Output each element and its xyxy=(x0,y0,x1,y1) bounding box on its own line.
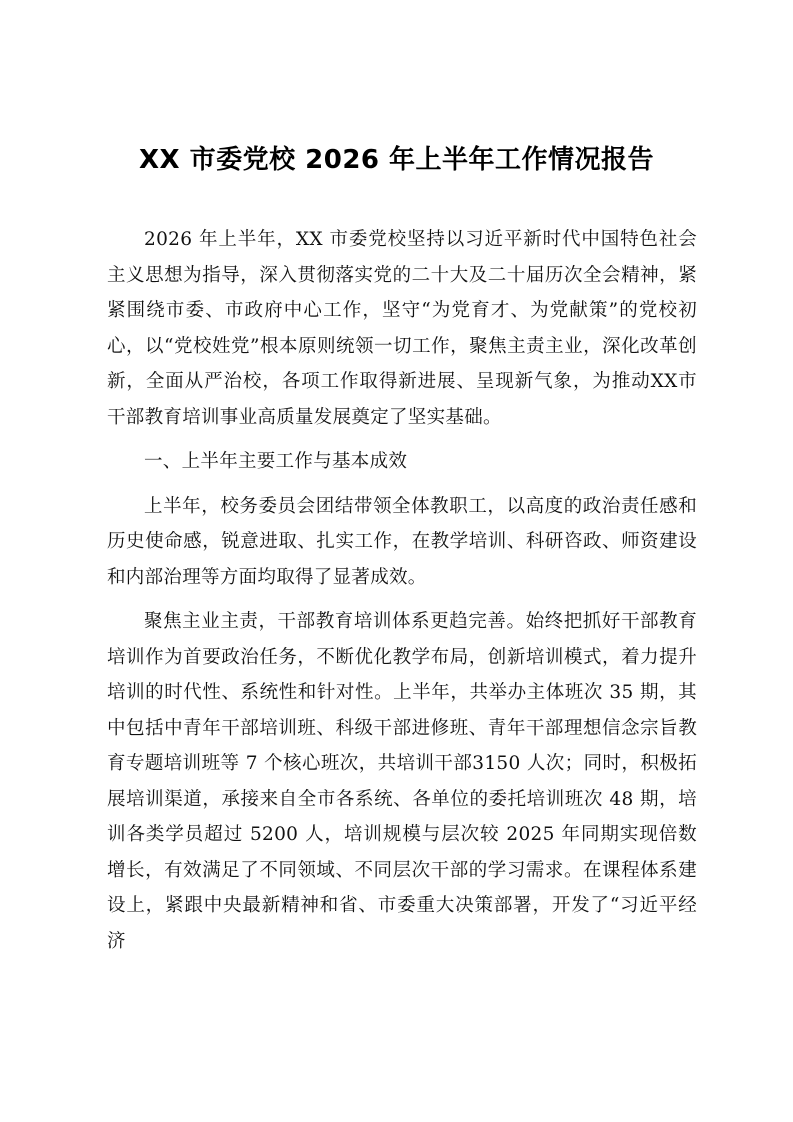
intro-paragraph: 2026 年上半年，XX 市委党校坚持以习近平新时代中国特色社会主义思想为指导，深入贯彻落实党的二十大及二十届历次全会精神，紧紧围绕市委、市政府中心工作，坚守“为党育才、为党献策”的党校初心，以“党校姓党”根本原则统领一切工作，聚焦主责主业，深化改革创新，全面从严治校，各项工作取得新进展、呈现新气象，为推动XX市干部教育培训事业高质量发展奠定了坚实基础。 xyxy=(107,229,697,428)
document-title: XX 市委党校 2026 年上半年工作情况报告 xyxy=(138,145,655,175)
section-heading-1: 一、上半年主要工作与基本成效 xyxy=(144,451,408,472)
document-body xyxy=(107,222,697,959)
section-1-paragraph-1: 上半年，校务委员会团结带领全体教职工，以高度的政治责任感和历史使命感，锐意进取、扎实工作，在教学培训、科研咨政、师资建设和内部治理等方面均取得了显著成效。 xyxy=(107,495,697,588)
section-1-paragraph-2: 聚焦主业主责，干部教育培训体系更趋完善。始终把抓好干部教育培训作为首要政治任务，不断优化教学布局，创新培训模式，着力提升培训的时代性、系统性和针对性。上半年，共举办主体班次 35 期，其中包括中青年干部培训班、科级干部进修班、青年干部理想信念宗旨教育专题培训班等 7 个核心班次，共培训干部3150 人次；同时，积极拓展培训渠道，承接来自全市各系统、各单位的委托培训班次 48 期，培训各类学员超过 5200 人，培训规模与层次较 2025 年同期实现倍数增长，有效满足了不同领域、不同层次干部的学习需求。在课程体系建设上，紧跟中央最新精神和省、市委重大决策部署，开发了“习近平经济 xyxy=(107,611,697,952)
